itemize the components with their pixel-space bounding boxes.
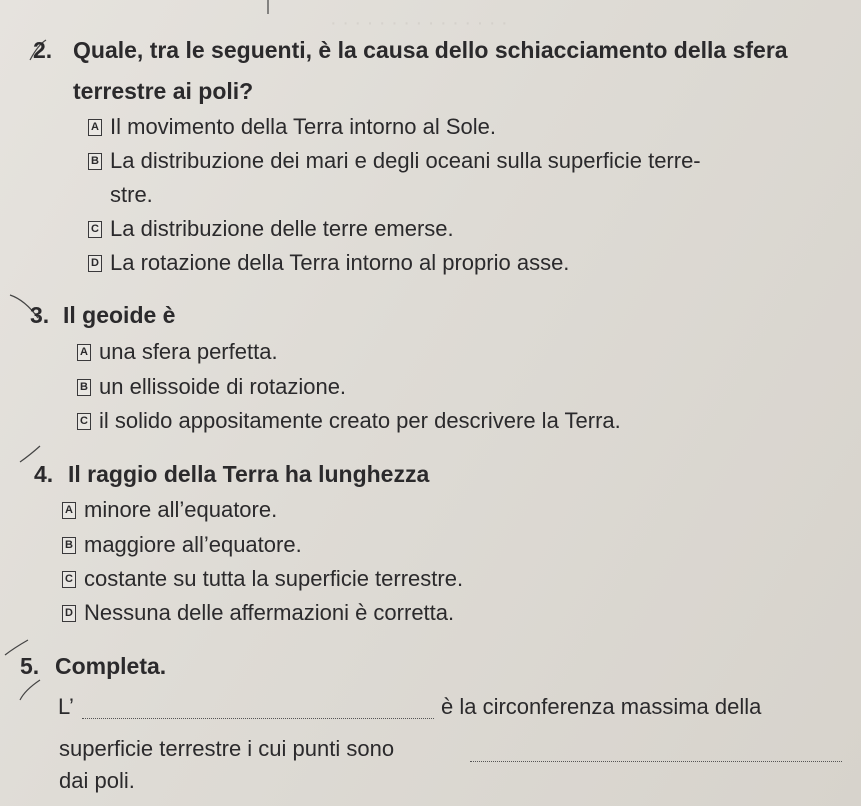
option-letter-box: B <box>88 153 102 170</box>
question-4-stem: Il raggio della Terra ha lunghezza <box>68 461 430 487</box>
option-text: Nessuna delle affermazioni è corretta. <box>84 600 455 625</box>
option-text: minore all’equatore. <box>84 497 278 522</box>
question-3-stem: Il geoide è <box>63 302 176 328</box>
question-4-option-d[interactable] <box>62 600 454 626</box>
question-3-option-a[interactable] <box>77 339 278 365</box>
option-letter-box: A <box>62 502 76 519</box>
option-text: La rotazione della Terra intorno al proprio asse. <box>110 250 570 275</box>
question-2-option-b[interactable] <box>88 148 701 174</box>
question-2-option-d[interactable] <box>88 250 569 276</box>
fill-line-3: dai poli. <box>59 768 135 793</box>
option-letter-box: A <box>77 344 91 361</box>
option-text: maggiore all’equatore. <box>84 532 302 557</box>
question-4-option-b[interactable] <box>62 532 302 558</box>
question-2-option-a[interactable] <box>88 114 496 140</box>
question-4-number: 4. <box>34 461 54 487</box>
option-text: il solido appositamente creato per descrivere la Terra. <box>99 408 621 433</box>
fill-after-blank-1: è la circonferenza massima della <box>441 694 762 719</box>
option-letter-box: D <box>62 605 76 622</box>
option-text: Il movimento della Terra intorno al Sole. <box>110 114 497 139</box>
fill-line-2: superficie terrestre i cui punti sono <box>59 736 395 761</box>
option-letter-box: B <box>77 379 91 396</box>
option-letter-box: C <box>88 221 102 238</box>
option-letter-box: B <box>62 537 76 554</box>
fill-blank-2[interactable] <box>470 741 842 762</box>
question-5-number: 5. <box>20 653 40 679</box>
question-3-number: 3. <box>30 302 50 328</box>
option-letter-box: D <box>88 255 102 272</box>
question-2-stem-line2: terrestre ai poli? <box>73 78 254 104</box>
option-text: un ellissoide di rotazione. <box>99 374 347 399</box>
question-3-option-b[interactable] <box>77 374 346 400</box>
question-4-option-a[interactable] <box>62 497 277 523</box>
option-text: una sfera perfetta. <box>99 339 278 364</box>
question-2-option-b-continuation: stre. <box>110 182 153 207</box>
option-text: La distribuzione dei mari e degli oceani sulla superficie terre- <box>110 148 701 173</box>
option-text: costante su tutta la superficie terrestre. <box>84 566 464 591</box>
question-2-option-c[interactable] <box>88 216 454 242</box>
option-text: La distribuzione delle terre emerse. <box>110 216 454 241</box>
question-2-number: 2. <box>33 37 53 63</box>
question-2-stem-line1: Quale, tra le seguenti, è la causa dello schiacciamento della sfera <box>73 37 788 63</box>
fill-blank-1[interactable] <box>82 698 434 719</box>
option-letter-box: C <box>77 413 91 430</box>
question-3-option-c[interactable] <box>77 408 621 434</box>
question-5-stem: Completa. <box>55 653 167 679</box>
fill-start-text: L’ <box>58 694 74 719</box>
question-4-option-c[interactable] <box>62 566 463 592</box>
option-letter-box: C <box>62 571 76 588</box>
option-letter-box: A <box>88 119 102 136</box>
